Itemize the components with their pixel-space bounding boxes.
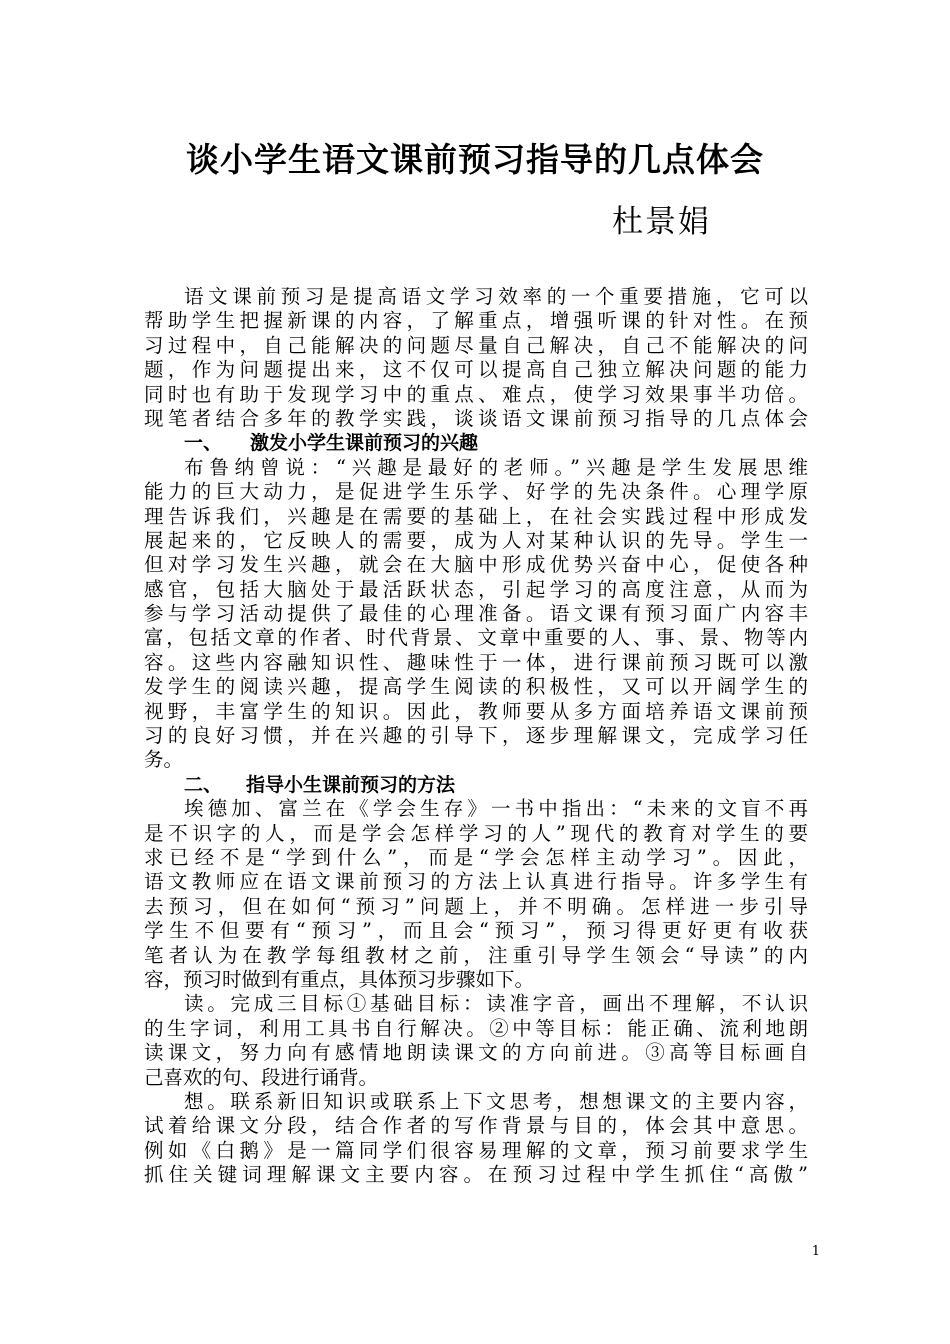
text-line: 去预习，但在如何“预习”问题上，并不明确。怎样进一步引导: [144, 894, 808, 918]
text-line: 发学生的阅读兴趣，提高学生阅读的积极性，又可以开阔学生的: [144, 675, 808, 699]
text-line: 是不识字的人，而是学会怎样学习的人”现代的教育对学生的要: [144, 821, 808, 845]
section-number: 二、: [184, 773, 223, 796]
text-line: 能力的巨大动力，是促进学生乐学、好学的先决条件。心理学原: [144, 480, 808, 504]
text-line: 抓住关键词理解课文主要内容。在预习过程中学生抓住“高傲”: [144, 1163, 808, 1187]
text-line: 富，包括文章的作者、时代背景、文章中重要的人、事、景、物等内: [144, 626, 808, 650]
text-line: 埃德加、富兰在《学会生存》一书中指出：“未来的文盲不再: [184, 797, 808, 821]
author-name: 杜景娟: [612, 204, 711, 240]
text-line: 布鲁纳曾说：“兴趣是最好的老师。”兴趣是学生发展思维: [184, 455, 808, 479]
text-line: 务。: [144, 748, 184, 772]
text-line: 求已经不是“学到什么”，而是“学会怎样主动学习”。因此，: [144, 845, 808, 869]
text-line: 理告诉我们，兴趣是在需要的基础上，在社会实践过程中形成发: [144, 504, 808, 528]
text-line: 现笔者结合多年的教学实践，谈谈语文课前预习指导的几点体会: [144, 406, 808, 430]
page-number: 1: [811, 1244, 820, 1259]
text-line: 参与学习活动提供了最佳的心理准备。语文课有预习面广内容丰: [144, 602, 808, 626]
text-line: 例如《白鹅》是一篇同学们很容易理解的文章，预习前要求学生: [144, 1138, 808, 1162]
text-line: 展起来的，它反映人的需要，成为人对某种认识的先导。学生一: [144, 528, 808, 552]
text-line: 同时也有助于发现学习中的重点、难点，使学习效果事半功倍。: [144, 382, 808, 406]
text-line: 试着给课文分段，结合作者的写作背景与目的，体会其中意思。: [144, 1114, 808, 1138]
text-line: 帮助学生把握新课的内容，了解重点，增强听课的针对性。在预: [144, 309, 808, 333]
text-line: 己喜欢的句、段进行诵背。: [144, 1065, 379, 1089]
paragraph-read: [144, 992, 808, 1090]
text-line: 读。完成三目标①基础目标：读准字音，画出不理解，不认识: [184, 992, 808, 1016]
text-line: 题，作为问题提出来，这不仅可以提高自己独立解决问题的能力: [144, 358, 808, 382]
text-line: 习过程中，自己能解决的问题尽量自己解决，自己不能解决的问: [144, 333, 808, 357]
text-line: 容。这些内容融知识性、趣味性于一体，进行课前预习既可以激: [144, 650, 808, 674]
text-line: 读课文，努力向有感情地朗读课文的方向前进。③高等目标画自: [144, 1041, 808, 1065]
text-line: 语文教师应在语文课前预习的方法上认真进行指导。许多学生有: [144, 870, 808, 894]
document-title: 谈小学生语文课前预习指导的几点体会: [186, 140, 764, 179]
section-heading-2: [144, 773, 808, 797]
paragraph-think: [144, 1090, 808, 1188]
section-heading-1: [144, 431, 808, 455]
text-line: 语文课前预习是提高语文学习效率的一个重要措施，它可以: [184, 285, 808, 308]
text-line: 习的良好习惯，并在兴趣的引导下，逐步理解课文，完成学习任: [144, 724, 808, 748]
text-line: 想。联系新旧知识或联系上下文思考，想想课文的主要内容，: [184, 1089, 808, 1113]
document-body: [144, 285, 808, 1187]
paragraph-intro: [144, 285, 808, 431]
text-line: 但对学习发生兴趣，就会在大脑中形成优势兴奋中心，促使各种: [144, 553, 808, 577]
text-line: 容，预习时做到有重点，具体预习步骤如下。: [144, 967, 535, 991]
text-line: 感官，包括大脑处于最活跃状态，引起学习的高度注意，从而为: [144, 577, 808, 601]
paragraph-interest: [144, 456, 808, 773]
text-line: 笔者认为在教学每组教材之前，注重引导学生领会“导读”的内: [144, 943, 808, 967]
section-title: 激发小学生课前预习的兴趣: [250, 432, 479, 455]
section-title: 指导小生课前预习的方法: [246, 773, 456, 796]
paragraph-method: [144, 797, 808, 992]
section-number: 一、: [184, 432, 223, 455]
text-line: 学生不但要有“预习”，而且会“预习”，预习得更好更有收获: [144, 919, 808, 943]
text-line: 的生字词，利用工具书自行解决。②中等目标：能正确、流利地朗: [144, 1016, 808, 1040]
text-line: 视野，丰富学生的知识。因此，教师要从多方面培养语文课前预: [144, 699, 808, 723]
